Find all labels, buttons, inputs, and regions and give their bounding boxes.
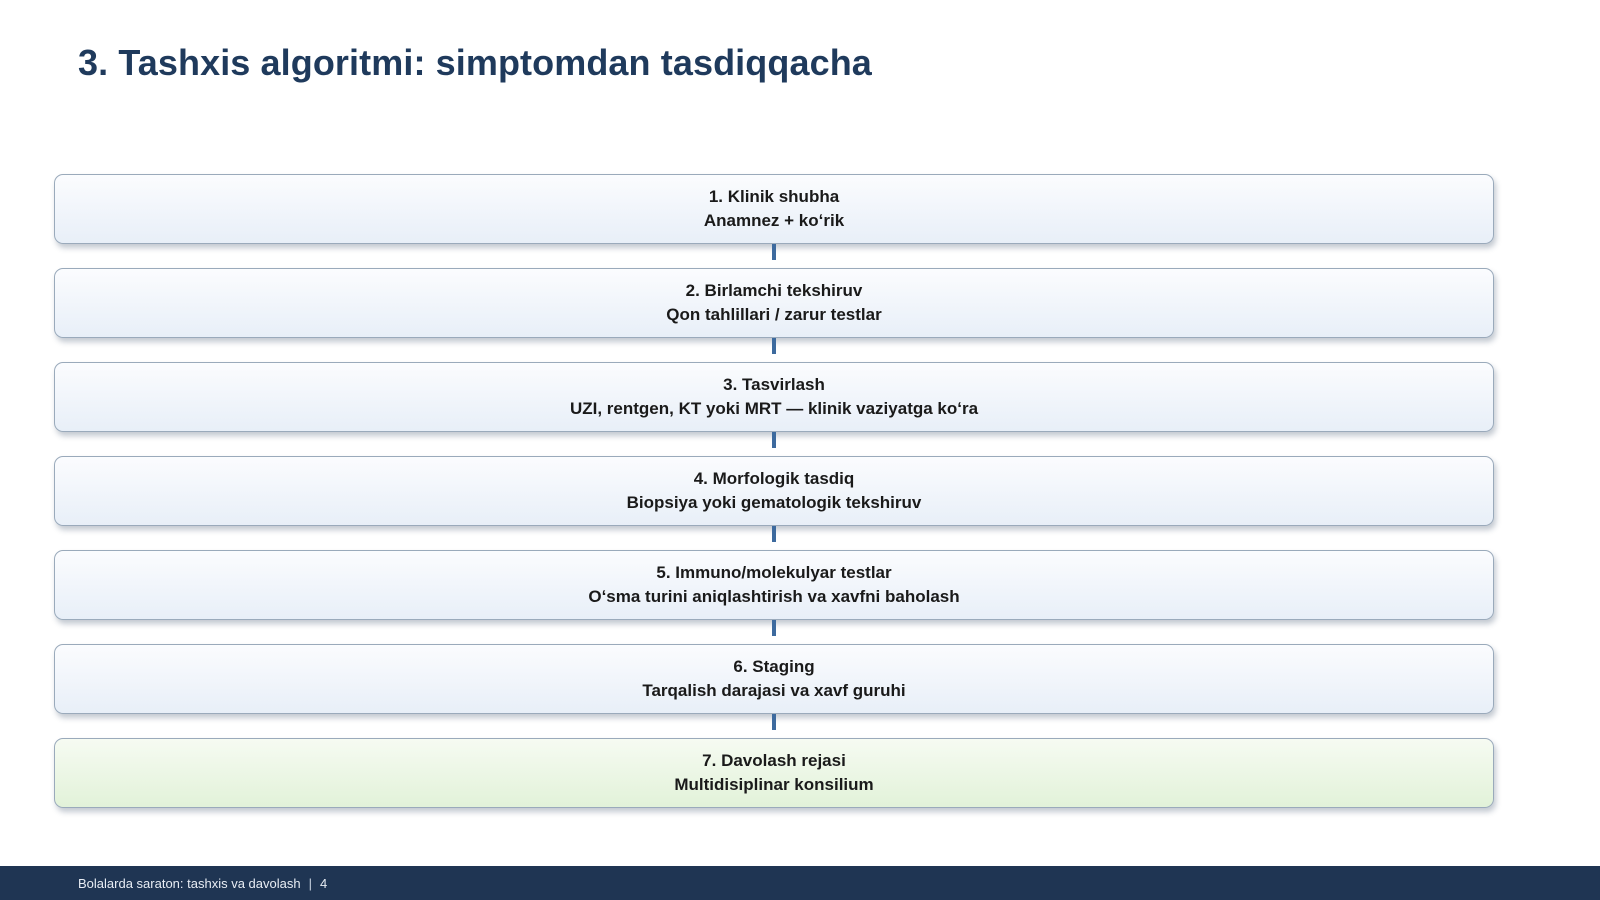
step-description: UZI, rentgen, KT yoki MRT — klinik vaziyatga koʻra (569, 399, 979, 418)
flow-connector (772, 526, 776, 542)
step-title: 4. Morfologik tasdiq (693, 469, 855, 488)
step-title: 2. Birlamchi tekshiruv (685, 281, 863, 300)
step-description: Multidisiplinar konsilium (674, 775, 874, 794)
slide-title: 3. Tashxis algoritmi: simptomdan tasdiqqacha (78, 42, 872, 83)
step-title: 7. Davolash rejasi (702, 751, 846, 770)
flow-connector (772, 432, 776, 448)
step-title: 6. Staging (733, 657, 815, 676)
flow-step-4 (54, 456, 1494, 526)
flow-step-7 (54, 738, 1494, 808)
slide-footer (0, 866, 1600, 900)
diagnostic-flowchart (54, 174, 1494, 806)
step-title: 5. Immuno/molekulyar testlar (656, 563, 892, 582)
flow-step-6 (54, 644, 1494, 714)
flow-step-2 (54, 268, 1494, 338)
flow-step-3 (54, 362, 1494, 432)
step-title: 1. Klinik shubha (708, 187, 840, 206)
flow-connector (772, 620, 776, 636)
step-description: Tarqalish darajasi va xavf guruhi (642, 681, 906, 700)
footer-separator: | (308, 875, 312, 891)
flow-connector (772, 714, 776, 730)
step-title: 3. Tasvirlash (723, 375, 825, 394)
step-description: Qon tahlillari / zarur testlar (666, 305, 882, 324)
flow-step-1 (54, 174, 1494, 244)
page-number: 4 (319, 875, 328, 891)
flow-connector (772, 338, 776, 354)
step-description: Oʻsma turini aniqlashtirish va xavfni baholash (588, 587, 960, 606)
footer-title: Bolalarda saraton: tashxis va davolash (78, 875, 301, 891)
step-description: Biopsiya yoki gematologik tekshiruv (626, 493, 922, 512)
flow-connector (772, 244, 776, 260)
step-description: Anamnez + koʻrik (703, 211, 845, 230)
flow-step-5 (54, 550, 1494, 620)
